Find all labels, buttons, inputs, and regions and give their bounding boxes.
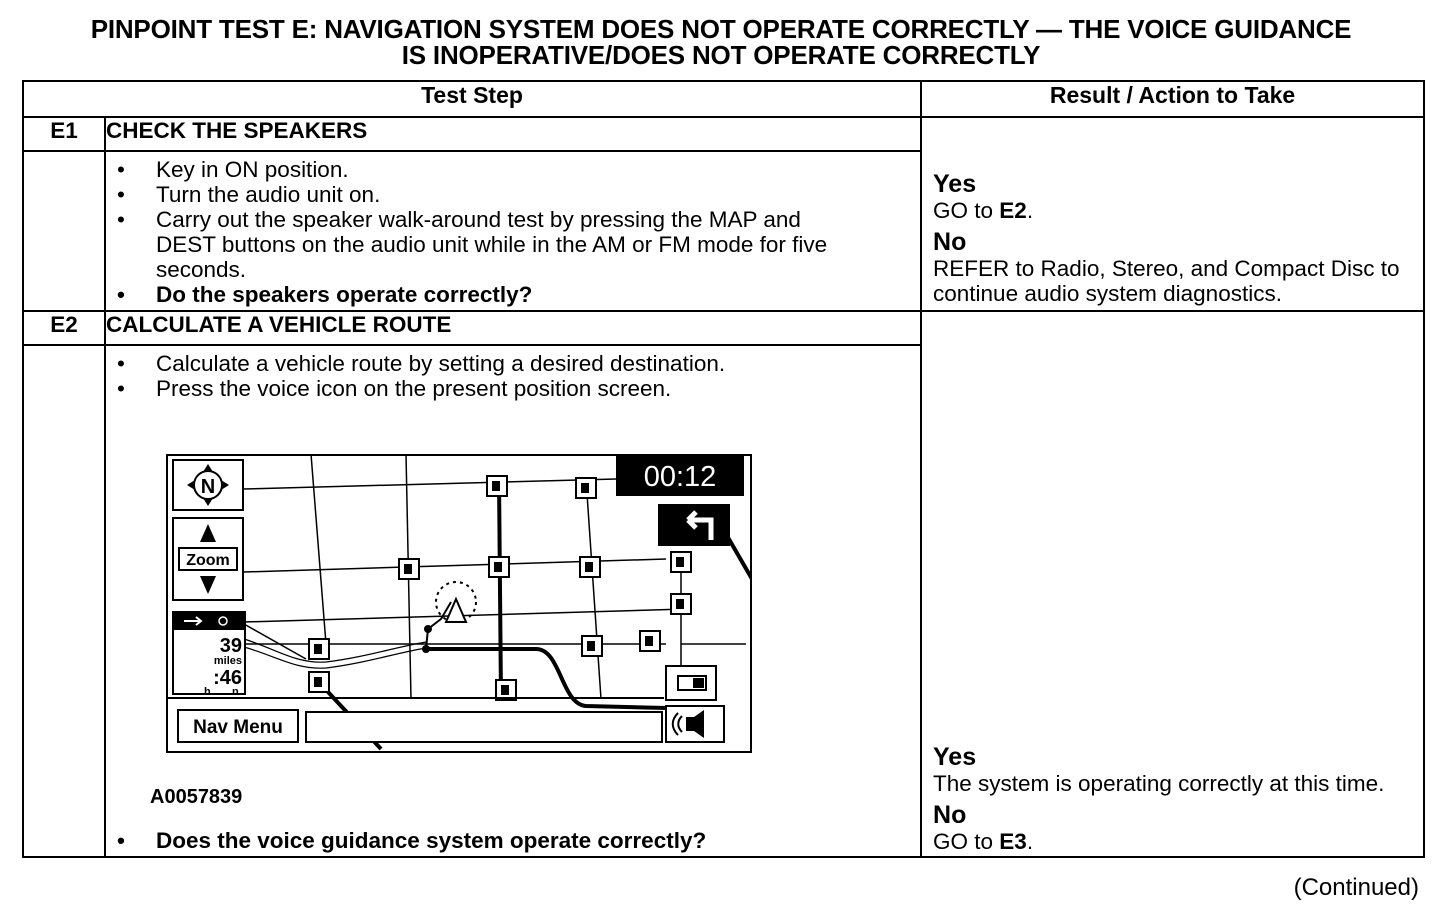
- step-title: CALCULATE A VEHICLE ROUTE: [105, 311, 921, 345]
- page-title: [0, 16, 1442, 68]
- step-id: E2: [23, 311, 105, 345]
- bullet: • Press the voice icon on the present position screen.: [24, 376, 920, 401]
- header-test-step: Test Step: [23, 81, 921, 117]
- time-unit-h: h: [204, 686, 211, 698]
- yes-action: The system is operating correctly at this time.: [933, 771, 1385, 796]
- time-unit-m: n: [232, 686, 239, 698]
- figure-id: A0057839: [150, 786, 243, 808]
- step-id: E1: [23, 117, 105, 151]
- bullet: • Carry out the speaker walk-around test by pressing the MAP and DEST buttons on the audio unit while in the AM or FM mode for five seconds.: [24, 207, 920, 282]
- title-line-1: PINPOINT TEST E: NAVIGATION SYSTEM DOES NOT OPERATE CORRECTLY — THE VOICE GUIDANCE: [90, 14, 1352, 44]
- result-cell: [921, 117, 1424, 311]
- zoom-label: Zoom: [186, 552, 230, 569]
- distance-unit: miles: [213, 655, 242, 667]
- header-result: Result / Action to Take: [921, 81, 1424, 117]
- no-label: No: [933, 228, 967, 256]
- title-line-2: IS INOPERATIVE/DOES NOT OPERATE CORRECTLY: [401, 40, 1041, 70]
- step-body: [105, 151, 921, 311]
- route-info-bar: [306, 712, 662, 742]
- nav-screen-figure: [166, 454, 752, 753]
- continued-label: (Continued): [1293, 874, 1419, 901]
- nav-menu-label: Nav Menu: [193, 717, 283, 738]
- bullet: • Calculate a vehicle route by setting a desired destination.: [24, 351, 920, 376]
- distance-value: 39: [219, 635, 242, 657]
- bullet: • Turn the audio unit on.: [24, 182, 920, 207]
- bullet: • Key in ON position.: [24, 157, 920, 182]
- no-action: REFER to Radio, Stereo, and Compact Disc to continue audio system diagnostics.: [933, 256, 1400, 306]
- no-action: GO to E3.: [933, 829, 1034, 854]
- bullet: • Do the speakers operate correctly?: [24, 282, 920, 307]
- step-title: CHECK THE SPEAKERS: [105, 117, 921, 151]
- yes-label: Yes: [933, 743, 977, 771]
- compass-letter: N: [200, 476, 216, 498]
- yes-label: Yes: [933, 170, 977, 198]
- bullet: • Does the voice guidance system operate correctly?: [24, 828, 706, 853]
- clock-display: 00:12: [643, 461, 717, 493]
- step-id-spacer: [23, 345, 105, 857]
- no-label: No: [933, 801, 967, 829]
- time-value: :46: [213, 667, 242, 689]
- result-cell: [921, 311, 1424, 857]
- yes-action: GO to E2.: [933, 198, 1034, 223]
